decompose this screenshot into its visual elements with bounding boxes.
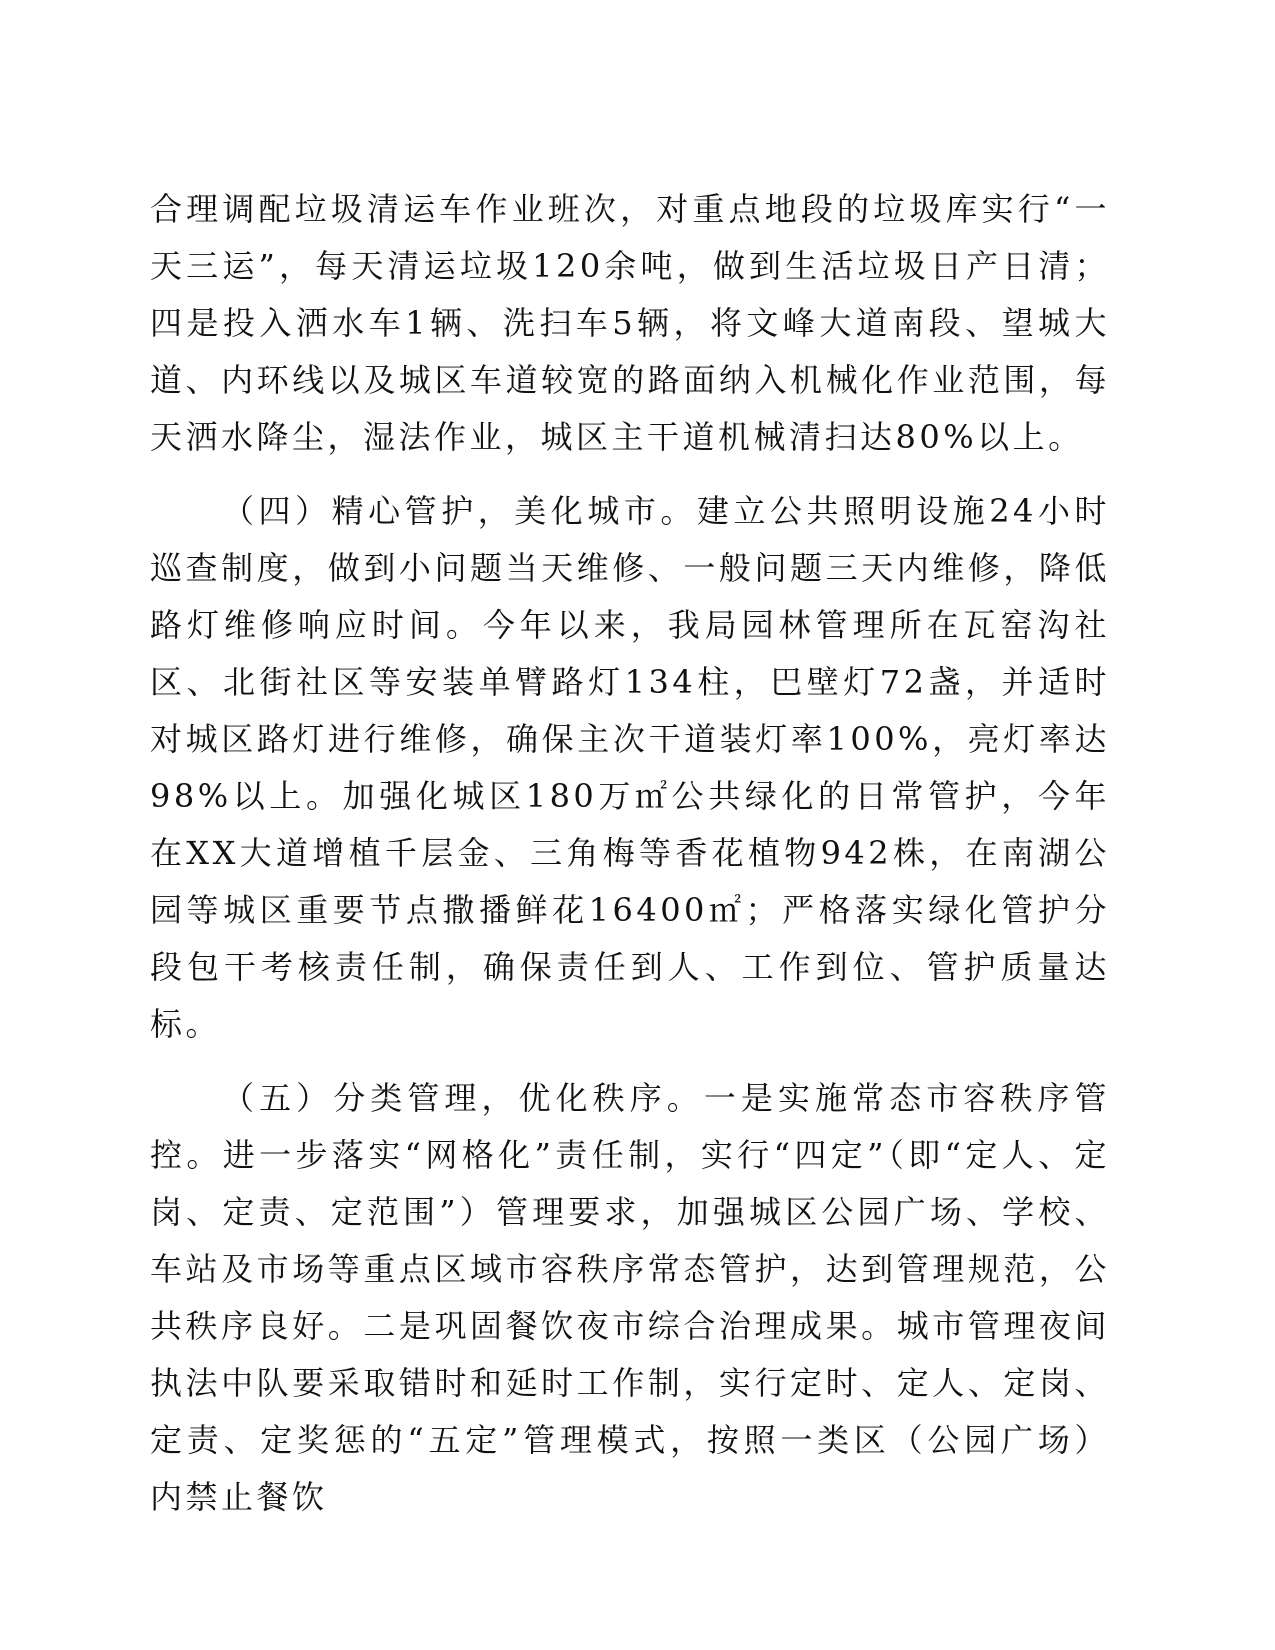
paragraph-section-four-lighting-greening: （四）精心管护，美化城市。建立公共照明设施24小时巡查制度，做到小问题当天维修、一般问题三天内维修，降低路灯维修响应时间。今年以来，我局园林管理所在瓦窑沟社区、北街社区等安装单臂路灯134柱，巴壁灯72盏，并适时对城区路灯进行维修，确保主次干道装灯率100%，亮灯率达98%以上。加强化城区180万㎡公共绿化的日常管护，今年在XX大道增植千层金、三角梅等香花植物942株，在南湖公园等城区重要节点撒播鲜花16400㎡；严格落实绿化管护分段包干考核责任制，确保责任到人、工作到位、管护质量达标。 [150,492,1110,1043]
paragraph-sanitation-continued: 合理调配垃圾清运车作业班次，对重点地段的垃圾库实行“一天三运”，每天清运垃圾120余吨，做到生活垃圾日产日清；四是投入洒水车1辆、洗扫车5辆，将文峰大道南段、望城大道、内环线以及城区车道较宽的路面纳入机械化作业范围，每天洒水降尘，湿法作业，城区主干道机械清扫达80%以上。 [150,190,1110,456]
paragraph-section-five-order-management: （五）分类管理，优化秩序。一是实施常态市容秩序管控。进一步落实“网格化”责任制，实行“四定”（即“定人、定岗、定责、定范围”）管理要求，加强城区公园广场、学校、车站及市场等重点区域市容秩序常态管护，达到管理规范，公共秩序良好。二是巩固餐饮夜市综合治理成果。城市管理夜间执法中队要采取错时和延时工作制，实行定时、定人、定岗、定责、定奖惩的“五定”管理模式，按照一类区（公园广场）内禁止餐饮 [150,1079,1110,1516]
document-body [150,181,1110,1543]
